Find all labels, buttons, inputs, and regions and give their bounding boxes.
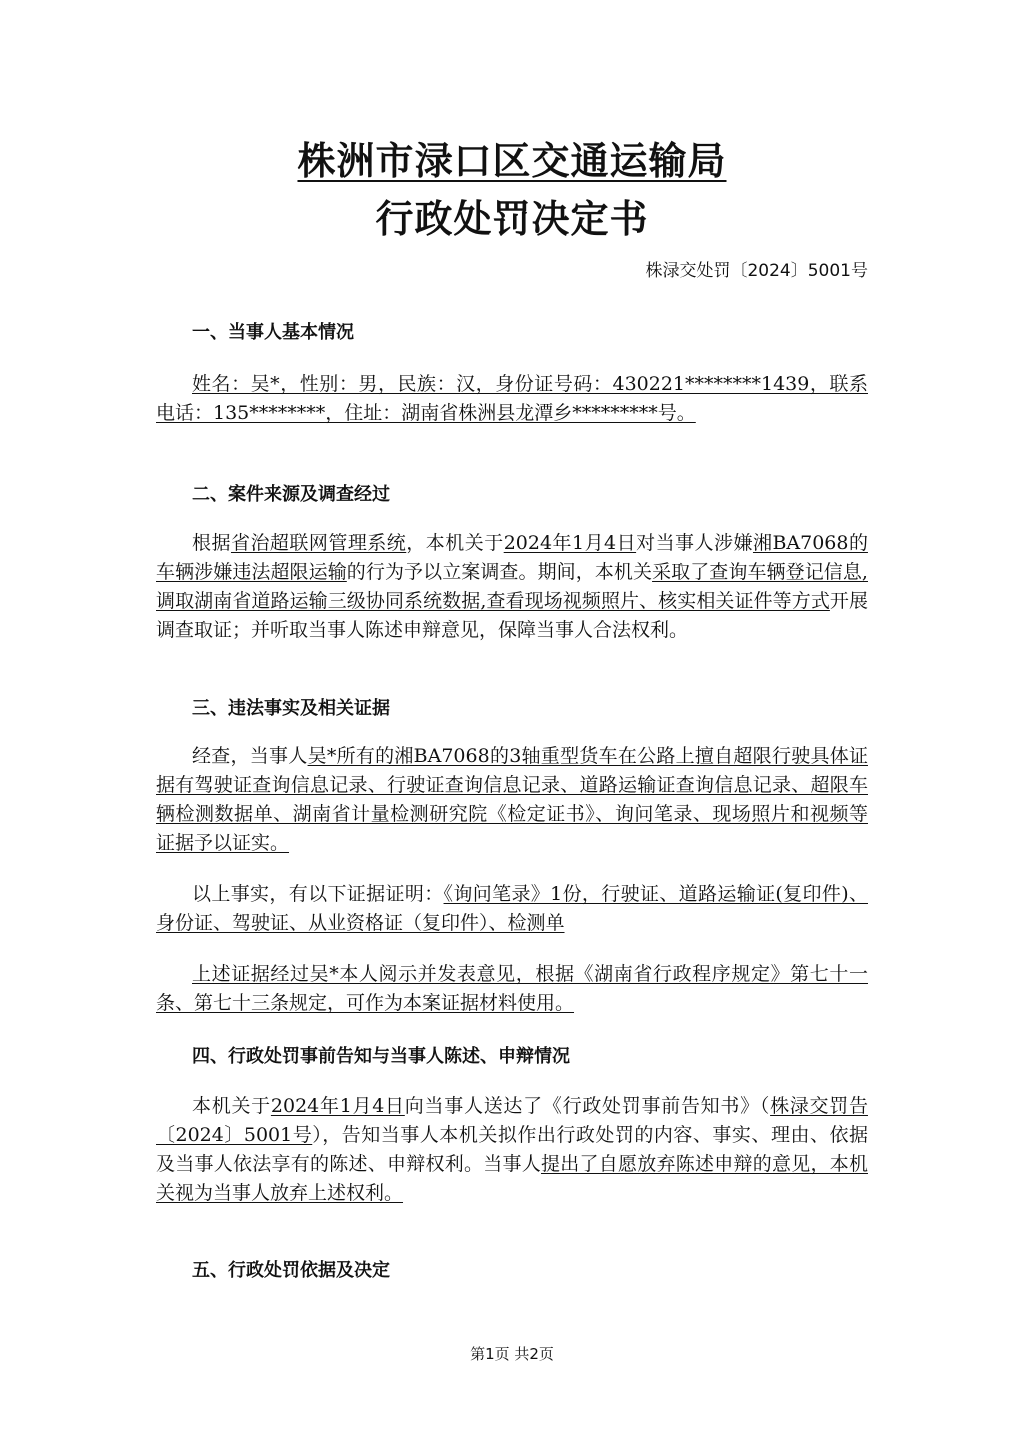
section3-heading: 三、违法事实及相关证据 [192, 698, 390, 719]
evidence-statement: 上述证据经过吴*本人阅示并发表意见，根据《湖南省行政程序规定》第七十一条、第七十三条规定，可作为本案证据材料使用。 [156, 963, 868, 1014]
vehicle-violation: 湘BA7068的车辆涉嫌违法超限运输 [156, 532, 868, 583]
text-run: ，本机关于 [406, 532, 504, 554]
document-number: 株渌交处罚〔2024〕5001号 [645, 261, 868, 281]
notice-date: 2024年1月4日 [270, 1095, 405, 1117]
section3-facts [156, 742, 868, 858]
waiver-statement: 提出了自愿放弃陈述申辩的意见，本机关视为当事人放弃上述权利。 [156, 1153, 868, 1204]
document-title-agency [0, 130, 1024, 185]
section4-heading: 四、行政处罚事前告知与当事人陈述、申辩情况 [192, 1046, 570, 1067]
section1-body [156, 370, 868, 428]
notice-number: 株渌交罚告〔2024〕5001号 [156, 1095, 868, 1146]
text-run: ），告知当事人本机关拟作出行政处罚的内容、事实、理由、依据及当事人依法享有的陈述、申辩权利。当事人 [156, 1124, 868, 1175]
section4-body [156, 1092, 868, 1208]
text-run: 开展调查取证；并听取当事人陈述申辩意见，保障当事人合法权利。 [156, 590, 868, 641]
party-info: 姓名：吴*，性别：男，民族：汉，身份证号码：430221********1439，联系电话：135********，住址：湖南省株洲县龙潭乡*********号。 [156, 373, 868, 424]
text-run: 的行为予以立案调查。期间，本机关 [346, 561, 653, 583]
text-run: 向当事人送达了《行政处罚事前告知书》（ [404, 1095, 771, 1117]
page-footer: 第1页 共2页 [470, 1345, 554, 1363]
text-run: 根据 [192, 532, 231, 554]
evidence-list: 《询问笔录》1份，行驶证、道路运输证(复印件)、身份证、驾驶证、从业资格证（复印件）、检测单 [156, 883, 868, 934]
section1-heading: 一、当事人基本情况 [192, 322, 354, 343]
section2-heading: 二、案件来源及调查经过 [192, 484, 390, 505]
text-run: 本机关于 [192, 1095, 271, 1117]
case-source: 省治超联网管理系统 [230, 532, 407, 554]
section3-evidence [156, 880, 868, 938]
text-run: 经查，当事人 [192, 745, 308, 767]
agency-name: 株洲市渌口区交通运输局 [297, 138, 727, 183]
filing-date: 2024年1月4日 [503, 532, 637, 554]
text-run: 以上事实，有以下证据证明： [192, 883, 444, 905]
section5-heading: 五、行政处罚依据及决定 [192, 1260, 390, 1281]
text-run: 对当事人涉嫌 [636, 532, 753, 554]
investigation-methods: 采取了查询车辆登记信息,调取湖南省道路运输三级协同系统数据,查看现场视频照片、核实相关证件等方式 [156, 561, 868, 612]
violation-facts: 吴*所有的湘BA7068的3轴重型货车在公路上擅自超限行驶具体证据有驾驶证查询信息记录、行驶证查询信息记录、道路运输证查询信息记录、超限车辆检测数据单、湖南省计量检测研究院《检定证书》、询问笔录、现场照片和视频等证据予以证实。 [156, 745, 868, 854]
document-title-type: 行政处罚决定书 [375, 196, 649, 241]
section2-body [156, 529, 868, 645]
section3-evidence-use [156, 960, 868, 1018]
